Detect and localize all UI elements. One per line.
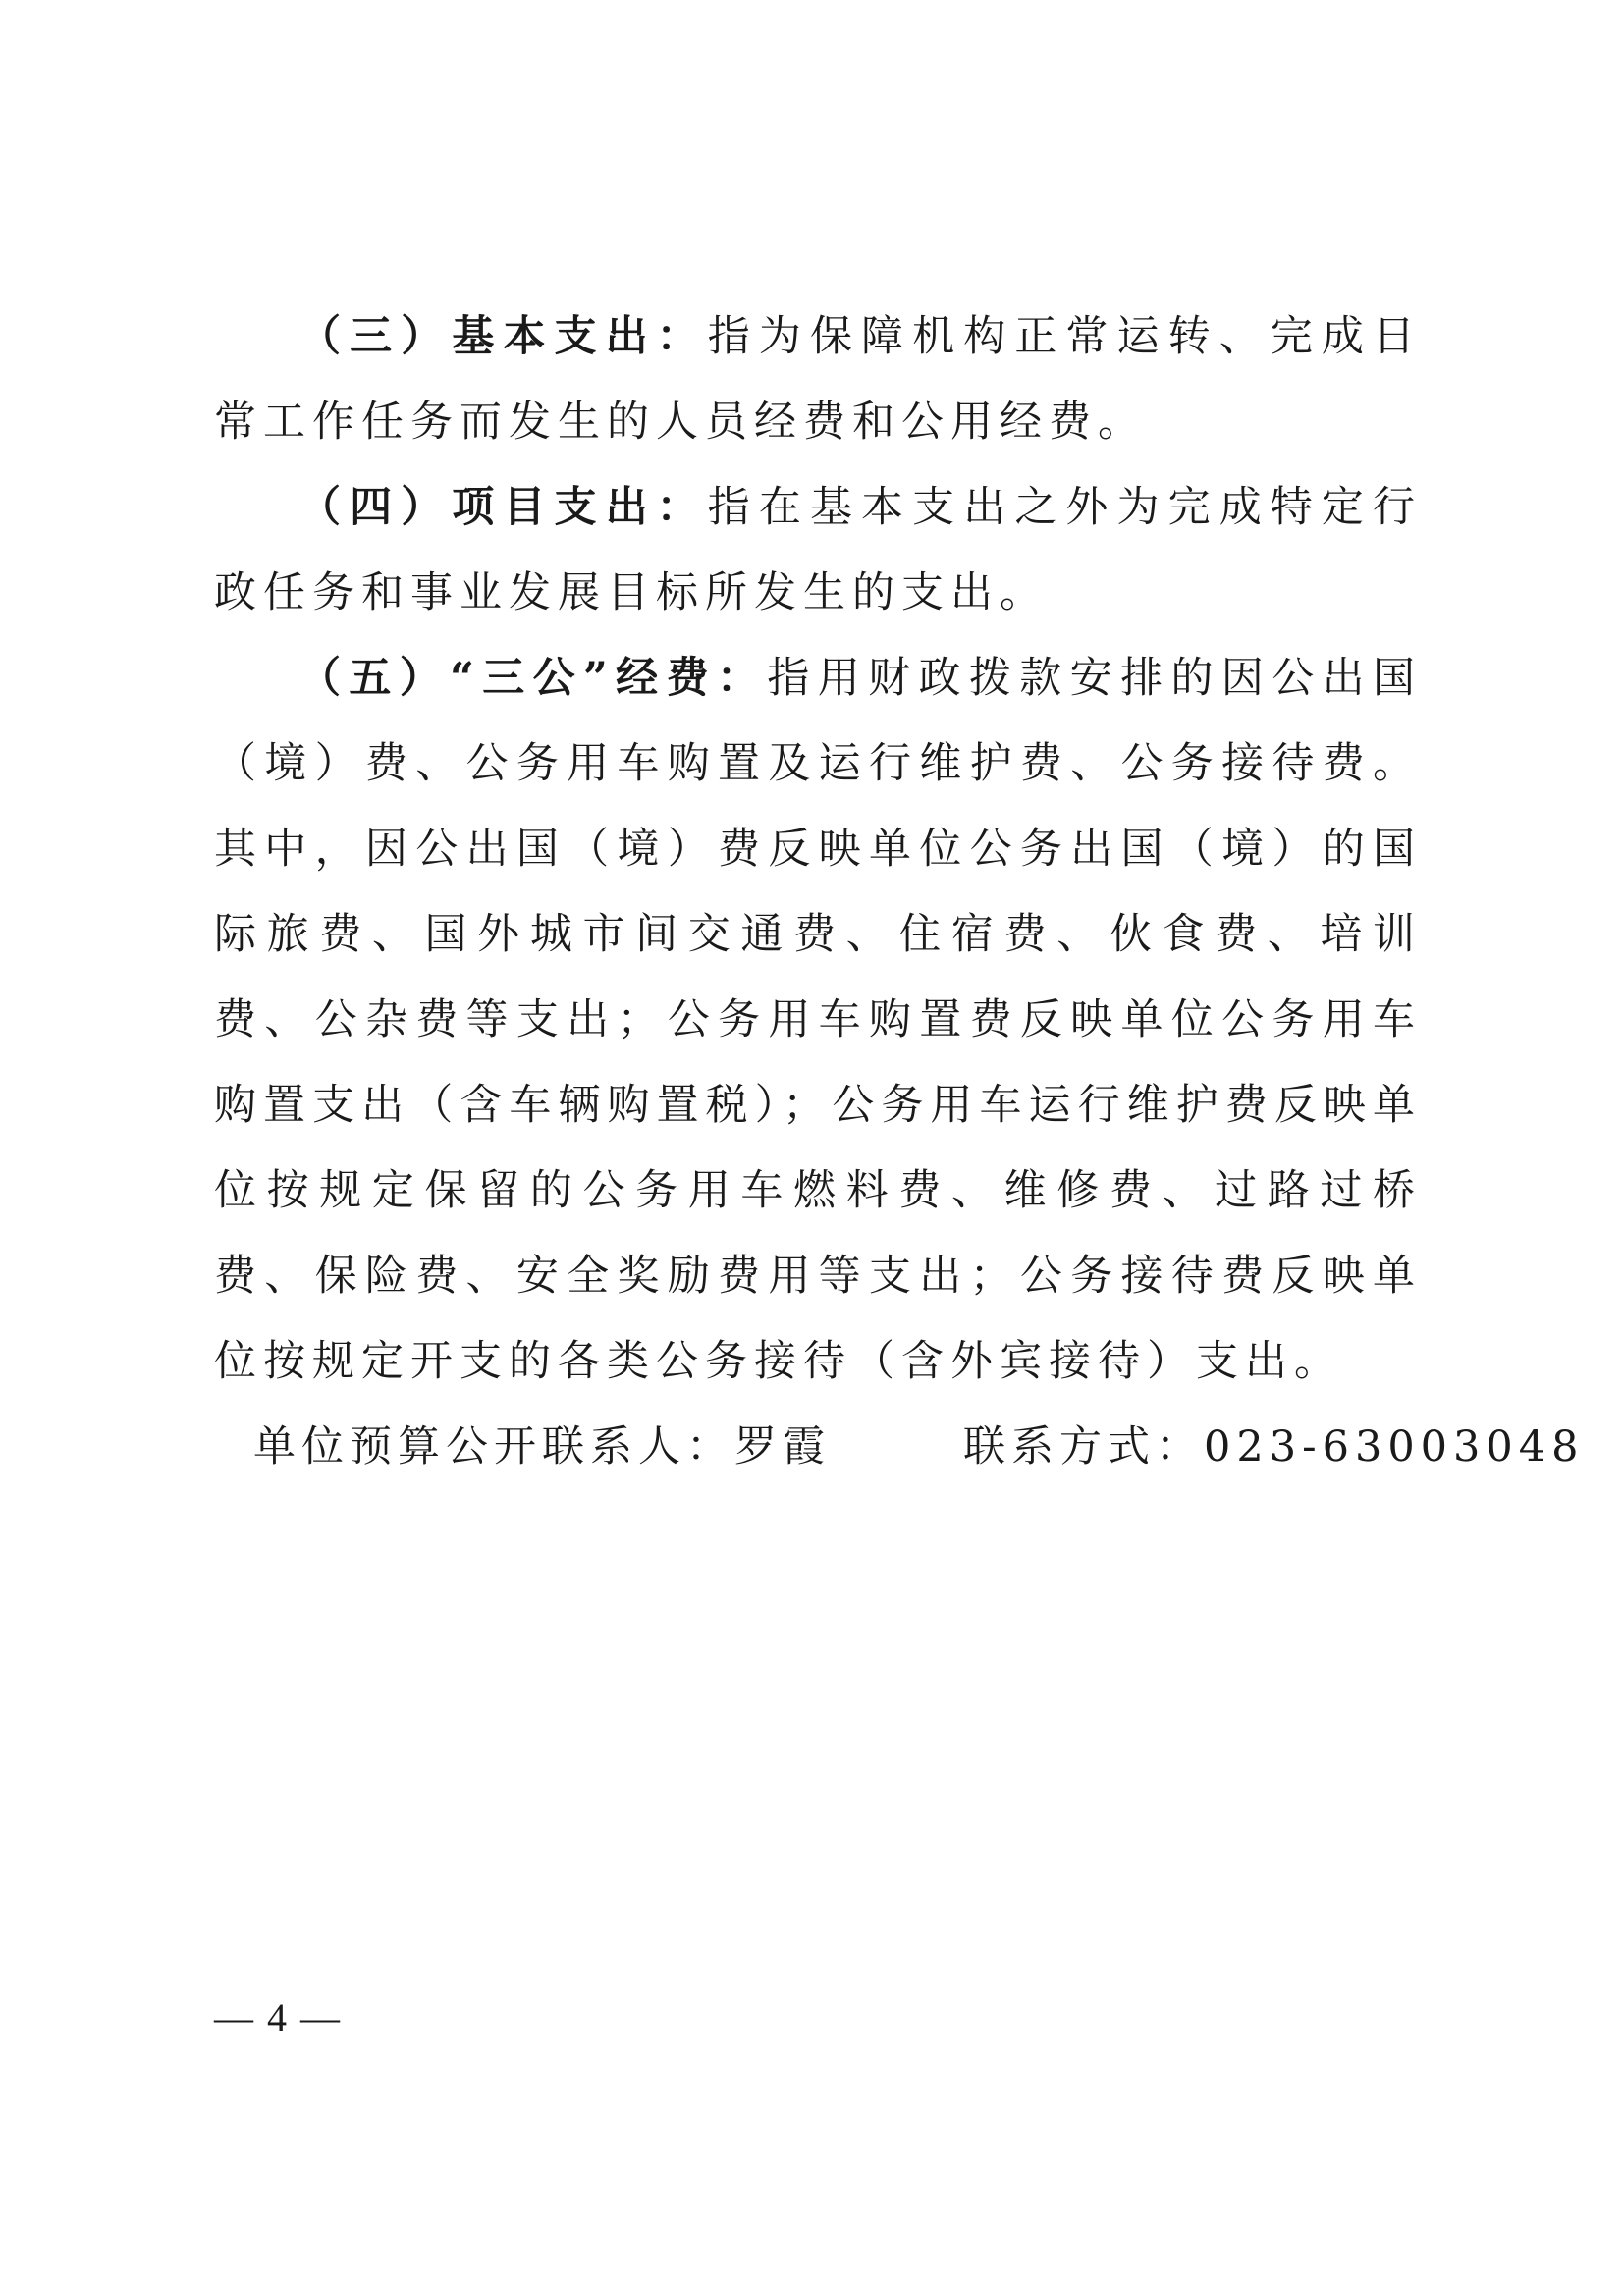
contact-line (214, 1405, 1585, 1490)
contact-person-name: 罗霞 (734, 1422, 831, 1471)
definition-basic-expenditure (214, 294, 1422, 465)
definition-text: 指在基本支出之外为完成特定行政任务和事业发展目标所发生的支出。 (214, 483, 1423, 617)
definition-term: （五）“三公”经费： (298, 654, 768, 703)
contact-phone: 023-63003048 (1204, 1422, 1585, 1471)
definition-project-expenditure (214, 465, 1422, 636)
definition-three-public-expenses (214, 636, 1422, 1405)
contact-person-label: 单位预算公开联系人： (253, 1422, 734, 1471)
definition-term: （四）项目支出： (298, 483, 708, 532)
contact-method-label: 联系方式： (963, 1422, 1204, 1471)
page-number: — 4 — (214, 1996, 342, 2040)
definition-term: （三）基本支出： (298, 312, 708, 361)
document-body (214, 294, 1585, 1490)
definition-text: 指为保障机构正常运转、完成日常工作任务而发生的人员经费和公用经费。 (214, 312, 1423, 447)
definition-text: 指用财政拨款安排的因公出国（境）费、公务用车购置及运行维护费、公务接待费。其中，因公出国（境）费反映单位公务出国（境）的国际旅费、国外城市间交通费、住宿费、伙食费、培训费、公杂费等支出；公务用车购置费反映单位公务用车购置支出（含车辆购置税）；公务用车运行维护费反映单位按规定保留的公务用车燃料费、维修费、过路过桥费、保险费、安全奖励费用等支出；公务接待费反映单位按规定开支的各类公务接待（含外宾接待）支出。 (214, 654, 1423, 1386)
